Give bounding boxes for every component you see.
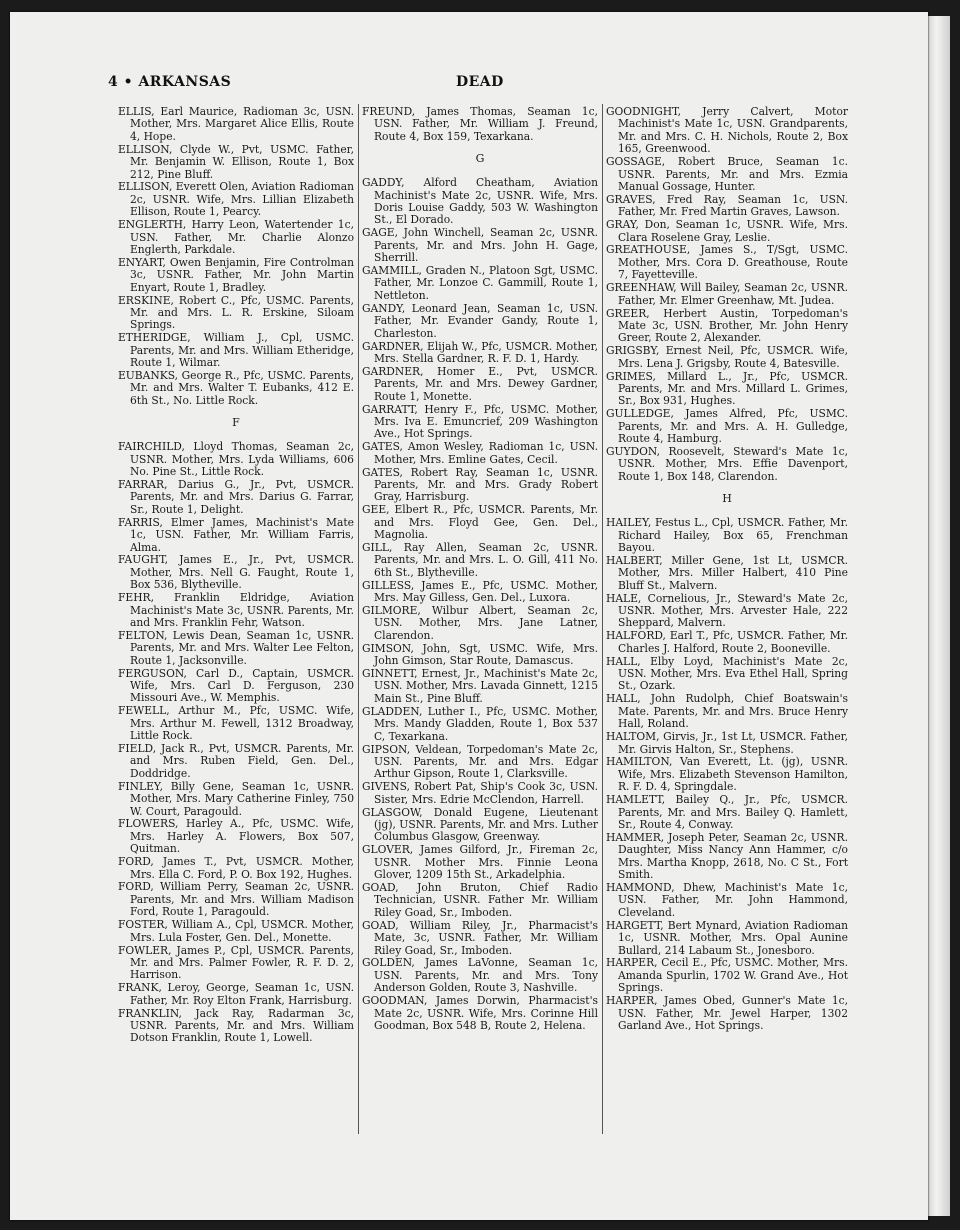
casualty-entry: GINNETT, Ernest, Jr., Machinist's Mate 2c, USN. Mother, Mrs. Lavada Ginnett, 1215 Main St., Pine Bluff. bbox=[362, 667, 598, 705]
casualty-entry: HAMLETT, Bailey Q., Jr., Pfc, USMCR. Parents, Mr. and Mrs. Bailey Q. Hamlett, Sr., Route 4, Conway. bbox=[606, 793, 848, 831]
casualty-entry: GLASGOW, Donald Eugene, Lieutenant (jg), USNR. Parents, Mr. and Mrs. Luther Columbus Glasgow, Greenway. bbox=[362, 805, 598, 844]
casualty-entry: EUBANKS, George R., Pfc, USMC. Parents, Mr. and Mrs. Walter T. Eubanks, 412 E. 6th St., No. Little Rock. bbox=[118, 369, 354, 407]
column-2 bbox=[362, 106, 598, 1196]
page-header bbox=[108, 74, 868, 98]
casualty-entry: FRANK, Leroy, George, Seaman 1c, USN. Father, Mr. Roy Elton Frank, Harrisburg. bbox=[118, 981, 354, 1007]
casualty-entry: GAGE, John Winchell, Seaman 2c, USNR. Parents, Mr. and Mrs. John H. Gage, Sherrill. bbox=[362, 226, 598, 265]
casualty-entry: GILMORE, Wilbur Albert, Seaman 2c, USN. Mother, Mrs. Jane Latner, Clarendon. bbox=[362, 604, 598, 642]
casualty-entry: FARRAR, Darius G., Jr., Pvt, USMCR. Parents, Mr. and Mrs. Darius G. Farrar, Sr., Route 1, Delight. bbox=[118, 477, 354, 516]
casualty-entry: GARDNER, Homer E., Pvt, USMCR. Parents, Mr. and Mrs. Dewey Gardner, Route 1, Monette. bbox=[362, 364, 598, 403]
casualty-entry: GEE, Elbert R., Pfc, USMCR. Parents, Mr. and Mrs. Floyd Gee, Gen. Del., Magnolia. bbox=[362, 503, 598, 542]
casualty-entry: GIMSON, John, Sgt, USMC. Wife, Mrs. John Gimson, Star Route, Damascus. bbox=[362, 641, 598, 668]
casualty-entry: GARDNER, Elijah W., Pfc, USMCR. Mother, Mrs. Stella Gardner, R. F. D. 1, Hardy. bbox=[362, 339, 598, 365]
casualty-entry: GATES, Amon Wesley, Radioman 1c, USN. Mother, Mrs. Emline Gates, Cecil. bbox=[362, 440, 598, 466]
casualty-entry: HALTOM, Girvis, Jr., 1st Lt, USMCR. Father, Mr. Girvis Halton, Sr., Stephens. bbox=[606, 730, 848, 756]
casualty-entry: GARRATT, Henry F., Pfc, USMC. Mother, Mrs. Iva E. Emuncrief, 209 Washington Ave., Hot Springs. bbox=[362, 402, 598, 441]
casualty-entry: FREUND, James Thomas, Seaman 1c, USN. Father, Mr. William J. Freund, Route 4, Box 159, Texarkana. bbox=[362, 106, 598, 143]
casualty-entry: GOODMAN, James Dorwin, Pharmacist's Mate 2c, USNR. Wife, Mrs. Corinne Hill Goodman, Box 548 B, Route 2, Helena. bbox=[362, 994, 598, 1032]
casualty-entry: GOSSAGE, Robert Bruce, Seaman 1c. USNR. Parents, Mr. and Mrs. Ezmia Manual Gossage, Hunter. bbox=[606, 155, 848, 193]
casualty-entry: ELLISON, Clyde W., Pvt, USMC. Father, Mr. Benjamin W. Ellison, Route 1, Box 212, Pine Bluff. bbox=[118, 142, 354, 181]
casualty-entry: FRANKLIN, Jack Ray, Radarman 3c, USNR. Parents, Mr. and Mrs. William Dotson Franklin, Route 1, Lowell. bbox=[118, 1006, 354, 1045]
casualty-entry: GLADDEN, Luther I., Pfc, USMC. Mother, Mrs. Mandy Gladden, Route 1, Box 537 C, Texarkana. bbox=[362, 704, 598, 743]
casualty-entry: GILL, Ray Allen, Seaman 2c, USNR. Parents, Mr. and Mrs. L. O. Gill, 411 No. 6th St., Blytheville. bbox=[362, 541, 598, 579]
casualty-entry: FEHR, Franklin Eldridge, Aviation Machinist's Mate 3c, USNR. Parents, Mr. and Mrs. Franklin Fehr, Watson. bbox=[118, 591, 354, 629]
casualty-entry: GOAD, John Bruton, Chief Radio Technician, USNR. Father Mr. William Riley Goad, Sr., Imboden. bbox=[362, 880, 598, 919]
casualty-entry: ENYART, Owen Benjamin, Fire Controlman 3c, USNR. Father, Mr. John Martin Enyart, Route 1, Bradley. bbox=[118, 255, 354, 294]
casualty-entry: HALBERT, Miller Gene, 1st Lt, USMCR. Mother, Mrs. Miller Halbert, 410 Pine Bluff St., Malvern. bbox=[606, 553, 848, 592]
casualty-entry: HARPER, Cecil E., Pfc, USMC. Mother, Mrs. Amanda Spurlin, 1702 W. Grand Ave., Hot Springs. bbox=[606, 956, 848, 995]
casualty-entry: HALL, Elby Loyd, Machinist's Mate 2c, USN. Mother, Mrs. Eva Ethel Hall, Spring St., Ozark. bbox=[606, 654, 848, 693]
casualty-entry: GATES, Robert Ray, Seaman 1c, USNR. Parents, Mr. and Mrs. Grady Robert Gray, Harrisburg. bbox=[362, 465, 598, 504]
casualty-entry: HALFORD, Earl T., Pfc, USMCR. Father, Mr. Charles J. Halford, Route 2, Booneville. bbox=[606, 629, 848, 655]
casualty-entry: HAMMOND, Dhew, Machinist's Mate 1c, USN. Father, Mr. John Hammond, Cleveland. bbox=[606, 880, 848, 919]
casualty-entry: ENGLERTH, Harry Leon, Watertender 1c, USN. Father, Mr. Charlie Alonzo Englerth, Parkdale. bbox=[118, 218, 354, 256]
casualty-entry: GRIGSBY, Ernest Neil, Pfc, USMCR. Wife, Mrs. Lena J. Grigsby, Route 4, Batesville. bbox=[606, 344, 848, 370]
casualty-entry: GREATHOUSE, James S., T/Sgt, USMC. Mother, Mrs. Cora D. Greathouse, Route 7, Fayetteville. bbox=[606, 243, 848, 282]
casualty-entry: FLOWERS, Harley A., Pfc, USMC. Wife, Mrs. Harley A. Flowers, Box 507, Quitman. bbox=[118, 817, 354, 856]
casualty-entry: FAIRCHILD, Lloyd Thomas, Seaman 2c, USNR. Mother, Mrs. Lyda Williams, 606 No. Pine St., Little Rock. bbox=[118, 440, 354, 479]
casualty-entry: HARPER, James Obed, Gunner's Mate 1c, USN. Father, Mr. Jewel Harper, 1302 Garland Ave., Hot Springs. bbox=[606, 994, 848, 1032]
section-letter: G bbox=[475, 152, 485, 166]
casualty-entry: FORD, William Perry, Seaman 2c, USNR. Parents, Mr. and Mrs. William Madison Ford, Route 1, Paragould. bbox=[118, 880, 354, 919]
casualty-entry: FARRIS, Elmer James, Machinist's Mate 1c, USN. Father, Mr. William Farris, Alma. bbox=[118, 515, 354, 554]
casualty-entry: GIPSON, Veldean, Torpedoman's Mate 2c, USN. Parents, Mr. and Mrs. Edgar Arthur Gipson, Route 1, Clarksville. bbox=[362, 742, 598, 781]
casualty-entry: FIELD, Jack R., Pvt, USMCR. Parents, Mr. and Mrs. Ruben Field, Gen. Del., Doddridge. bbox=[118, 742, 354, 780]
casualty-entry: GRAVES, Fred Ray, Seaman 1c, USN. Father, Mr. Fred Martin Graves, Lawson. bbox=[606, 192, 848, 219]
casualty-entry: FOSTER, William A., Cpl, USMCR. Mother, Mrs. Lula Foster, Gen. Del., Monette. bbox=[118, 918, 354, 944]
section-letter: F bbox=[232, 416, 240, 430]
column-1 bbox=[118, 106, 354, 1196]
casualty-entry: HAMILTON, Van Everett, Lt. (jg), USNR. Wife, Mrs. Elizabeth Stevenson Hamilton, R. F. D. 4, Springdale. bbox=[606, 755, 848, 794]
casualty-entry: GREENHAW, Will Bailey, Seaman 2c, USNR. Father, Mr. Elmer Greenhaw, Mt. Judea. bbox=[606, 281, 848, 307]
casualty-entry: GOODNIGHT, Jerry Calvert, Motor Machinist's Mate 1c, USN. Grandparents, Mr. and Mrs. C. H. Nichols, Route 2, Box 165, Greenwood. bbox=[606, 106, 848, 156]
casualty-entry: HAMMER, Joseph Peter, Seaman 2c, USNR. Daughter, Miss Nancy Ann Hammer, c/o Mrs. Martha Knopp, 2618, No. C St., Fort Smith. bbox=[606, 830, 848, 882]
casualty-entry: FERGUSON, Carl D., Captain, USMCR. Wife, Mrs. Carl D. Ferguson, 230 Missouri Ave., W. Memphis. bbox=[118, 666, 354, 705]
casualty-entry: HAILEY, Festus L., Cpl, USMCR. Father, Mr. Richard Hailey, Box 65, Frenchman Bayou. bbox=[606, 516, 848, 554]
casualty-entry: ELLIS, Earl Maurice, Radioman 3c, USN. Mother, Mrs. Margaret Alice Ellis, Route 4, Hope. bbox=[118, 106, 354, 143]
casualty-entry: GUYDON, Roosevelt, Steward's Mate 1c, USNR. Mother, Mrs. Effie Davenport, Route 1, Box 148, Clarendon. bbox=[606, 444, 848, 483]
casualty-entry: GREER, Herbert Austin, Torpedoman's Mate 3c, USN. Brother, Mr. John Henry Greer, Route 2, Alexander. bbox=[606, 306, 848, 345]
casualty-entry: GIVENS, Robert Pat, Ship's Cook 3c, USN. Sister, Mrs. Edrie McClendon, Harrell. bbox=[362, 780, 598, 806]
casualty-entry: FORD, James T., Pvt, USMCR. Mother, Mrs. Ella C. Ford, P. O. Box 192, Hughes. bbox=[118, 855, 354, 881]
casualty-entry: GULLEDGE, James Alfred, Pfc, USMC. Parents, Mr. and Mrs. A. H. Gulledge, Route 4, Hamburg. bbox=[606, 407, 848, 446]
casualty-entry: FAUGHT, James E., Jr., Pvt, USMCR. Mother, Mrs. Nell G. Faught, Route 1, Box 536, Blytheville. bbox=[118, 553, 354, 592]
casualty-entry: ERSKINE, Robert C., Pfc, USMC. Parents, Mr. and Mrs. L. R. Erskine, Siloam Springs. bbox=[118, 293, 354, 332]
casualty-entry: GRAY, Don, Seaman 1c, USNR. Wife, Mrs. Clara Roselene Gray, Leslie. bbox=[606, 218, 848, 244]
casualty-entry: ETHERIDGE, William J., Cpl, USMC. Parents, Mr. and Mrs. William Etheridge, Route 1, Wilmar. bbox=[118, 331, 354, 370]
column-divider-1 bbox=[358, 104, 359, 1134]
casualty-entry: HALE, Cornelious, Jr., Steward's Mate 2c, USNR. Mother, Mrs. Arvester Hale, 222 Sheppard, Malvern. bbox=[606, 591, 848, 630]
casualty-entry: FEWELL, Arthur M., Pfc, USMC. Wife, Mrs. Arthur M. Fewell, 1312 Broadway, Little Rock. bbox=[118, 704, 354, 743]
casualty-entry: FOWLER, James P., Cpl, USMCR. Parents, Mr. and Mrs. Palmer Fowler, R. F. D. 2, Harrison. bbox=[118, 943, 354, 982]
section-title: DEAD bbox=[456, 74, 504, 90]
section-letter: H bbox=[722, 492, 732, 506]
casualty-entry: GAMMILL, Graden N., Platoon Sgt, USMC. Father, Mr. Lonzoe C. Gammill, Route 1, Nettleton. bbox=[362, 264, 598, 302]
column-3 bbox=[606, 106, 848, 1196]
casualty-entry: HALL, John Rudolph, Chief Boatswain's Mate. Parents, Mr. and Mrs. Bruce Henry Hall, Roland. bbox=[606, 692, 848, 731]
page-number-state: 4 • ARKANSAS bbox=[108, 74, 232, 90]
casualty-entry: GOLDEN, James LaVonne, Seaman 1c, USN. Parents, Mr. and Mrs. Tony Anderson Golden, Route 3, Nashville. bbox=[362, 956, 598, 995]
casualty-entry: GOAD, William Riley, Jr., Pharmacist's Mate, 3c, USNR. Father, Mr. William Riley Goad, Sr., Imboden. bbox=[362, 918, 598, 957]
casualty-entry: GADDY, Alford Cheatham, Aviation Machinist's Mate 2c, USNR. Wife, Mrs. Doris Louise Gaddy, 503 W. Washington St., El Dorado. bbox=[362, 176, 598, 227]
casualty-entry: HARGETT, Bert Mynard, Aviation Radioman 1c, USNR. Mother, Mrs. Opal Aunine Bullard, 214 Labaum St., Jonesboro. bbox=[606, 918, 848, 957]
casualty-entry: FELTON, Lewis Dean, Seaman 1c, USNR. Parents, Mr. and Mrs. Walter Lee Felton, Route 1, Jacksonville. bbox=[118, 628, 354, 667]
page-edge bbox=[928, 16, 950, 1216]
column-divider-2 bbox=[602, 104, 603, 1134]
casualty-entry: FINLEY, Billy Gene, Seaman 1c, USNR. Mother, Mrs. Mary Catherine Finley, 750 W. Court, Paragould. bbox=[118, 779, 354, 818]
casualty-entry: GLOVER, James Gilford, Jr., Fireman 2c, USNR. Mother Mrs. Finnie Leona Glover, 1209 15th St., Arkadelphia. bbox=[362, 843, 598, 882]
casualty-entry: ELLISON, Everett Olen, Aviation Radioman 2c, USNR. Wife, Mrs. Lillian Elizabeth Ellison, Route 1, Pearcy. bbox=[118, 180, 354, 219]
casualty-entry: GANDY, Leonard Jean, Seaman 1c, USN. Father, Mr. Evander Gandy, Route 1, Charleston. bbox=[362, 301, 598, 340]
casualty-entry: GILLESS, James E., Pfc, USMC. Mother, Mrs. May Gilless, Gen. Del., Luxora. bbox=[362, 578, 598, 605]
casualty-entry: GRIMES, Millard L., Jr., Pfc, USMCR. Parents, Mr. and Mrs. Millard L. Grimes, Sr., Box 931, Hughes. bbox=[606, 369, 848, 408]
